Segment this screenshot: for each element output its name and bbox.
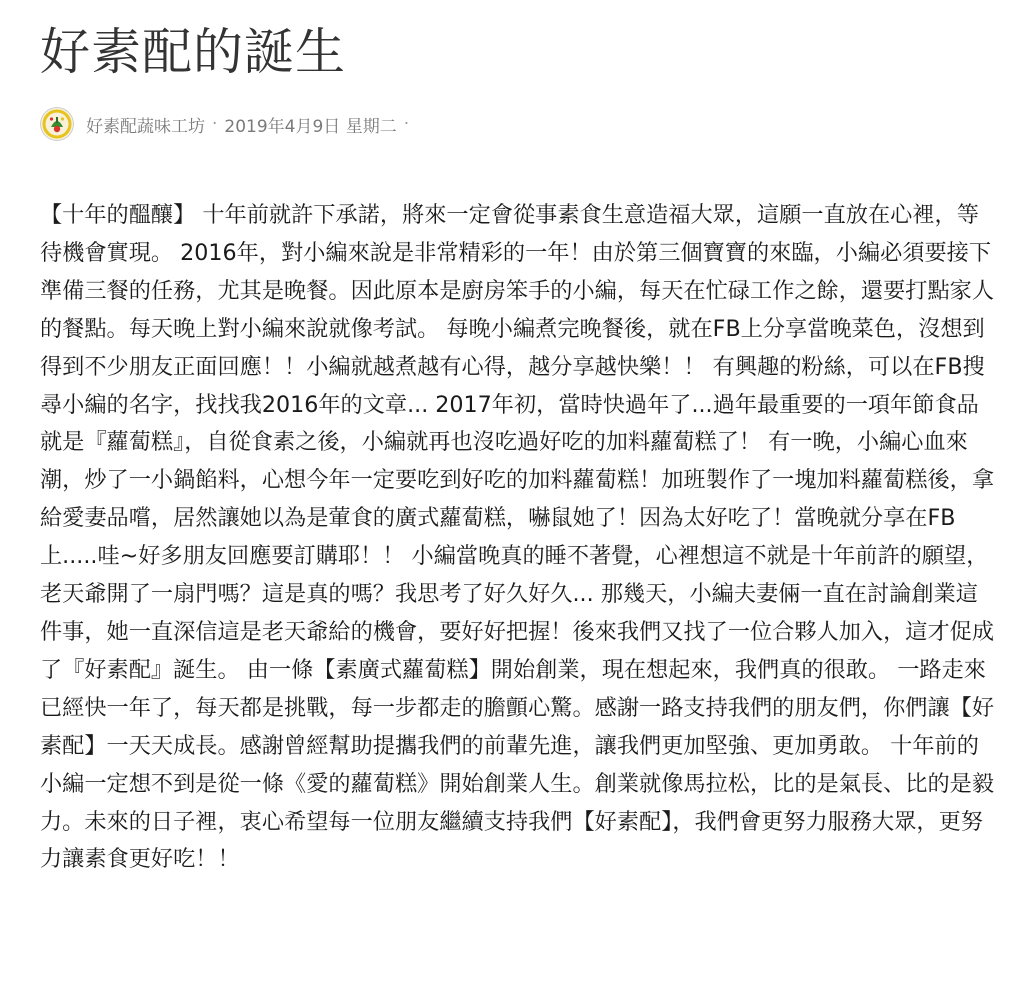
post-body-text: 【十年的醞釀】 十年前就許下承諾，將來一定會從事素食生意造福大眾，這願一直放在心裡，等待機會實現。 2016年，對小編來說是非常精彩的一年！由於第三個寶寶的來臨，小編必須要接下準備三餐的任務，尤其是晚餐。因此原本是廚房笨手的小編，每天在忙碌工作之餘，還要打點家人的餐點。每天晚上對小編來說就像考試。 每晚小編煮完晚餐後，就在FB上分享當晚菜色，沒想到得到不少朋友正面回應！！小編就越煮越有心得，越分享越快樂！！ 有興趣的粉絲，可以在FB搜尋小編的名字，找找我2016年的文章... 2017年初，當時快過年了...過年最重要的一項年節食品就是『蘿蔔糕』，自從食素之後，小編就再也沒吃過好吃的加料蘿蔔糕了！ 有一晚，小編心血來潮，炒了一小鍋餡料，心想今年一定要吃到好吃的加料蘿蔔糕！加班製作了一塊加料蘿蔔糕後，拿給愛妻品嚐，居然讓她以為是葷食的廣式蘿蔔糕，嚇鼠她了！因為太好吃了！當晚就分享在FB上.....哇~好多朋友回應要訂購耶！！ 小編當晚真的睡不著覺，心裡想這不就是十年前許的願望，老天爺開了一扇門嗎？這是真的嗎？我思考了好久好久... 那幾天，小編夫妻倆一直在討論創業這件事，她一直深信這是老天爺給的機會，要好好把握！後來我們又找了一位合夥人加入，這才促成了『好素配』誕生。 由一條【素廣式蘿蔔糕】開始創業，現在想起來，我們真的很敢。 一路走來已經快一年了，每天都是挑戰，每一步都走的膽顫心驚。感謝一路支持我們的朋友們，你們讓【好素配】一天天成長。感謝曾經幫助提攜我們的前輩先進，讓我們更加堅強、更加勇敢。 十年前的小編一定想不到是從一條《愛的蘿蔔糕》開始創業人生。創業就像馬拉松，比的是氣長、比的是毅力。未來的日子裡，衷心希望每一位朋友繼續支持我們【好素配】，我們會更努力服務大眾，更努力讓素食更好吃！！ [40,202,995,873]
post-title: 好素配的誕生 [40,23,346,81]
post-meta [40,106,416,142]
meta-trailing-separator: · [403,114,410,134]
post-date: 2019年4月9日 星期二 [224,116,397,137]
author-name-link[interactable]: 好素配蔬味工坊 [86,116,205,137]
brand-logo-avatar-icon[interactable] [40,107,74,141]
meta-separator: · [212,114,218,134]
